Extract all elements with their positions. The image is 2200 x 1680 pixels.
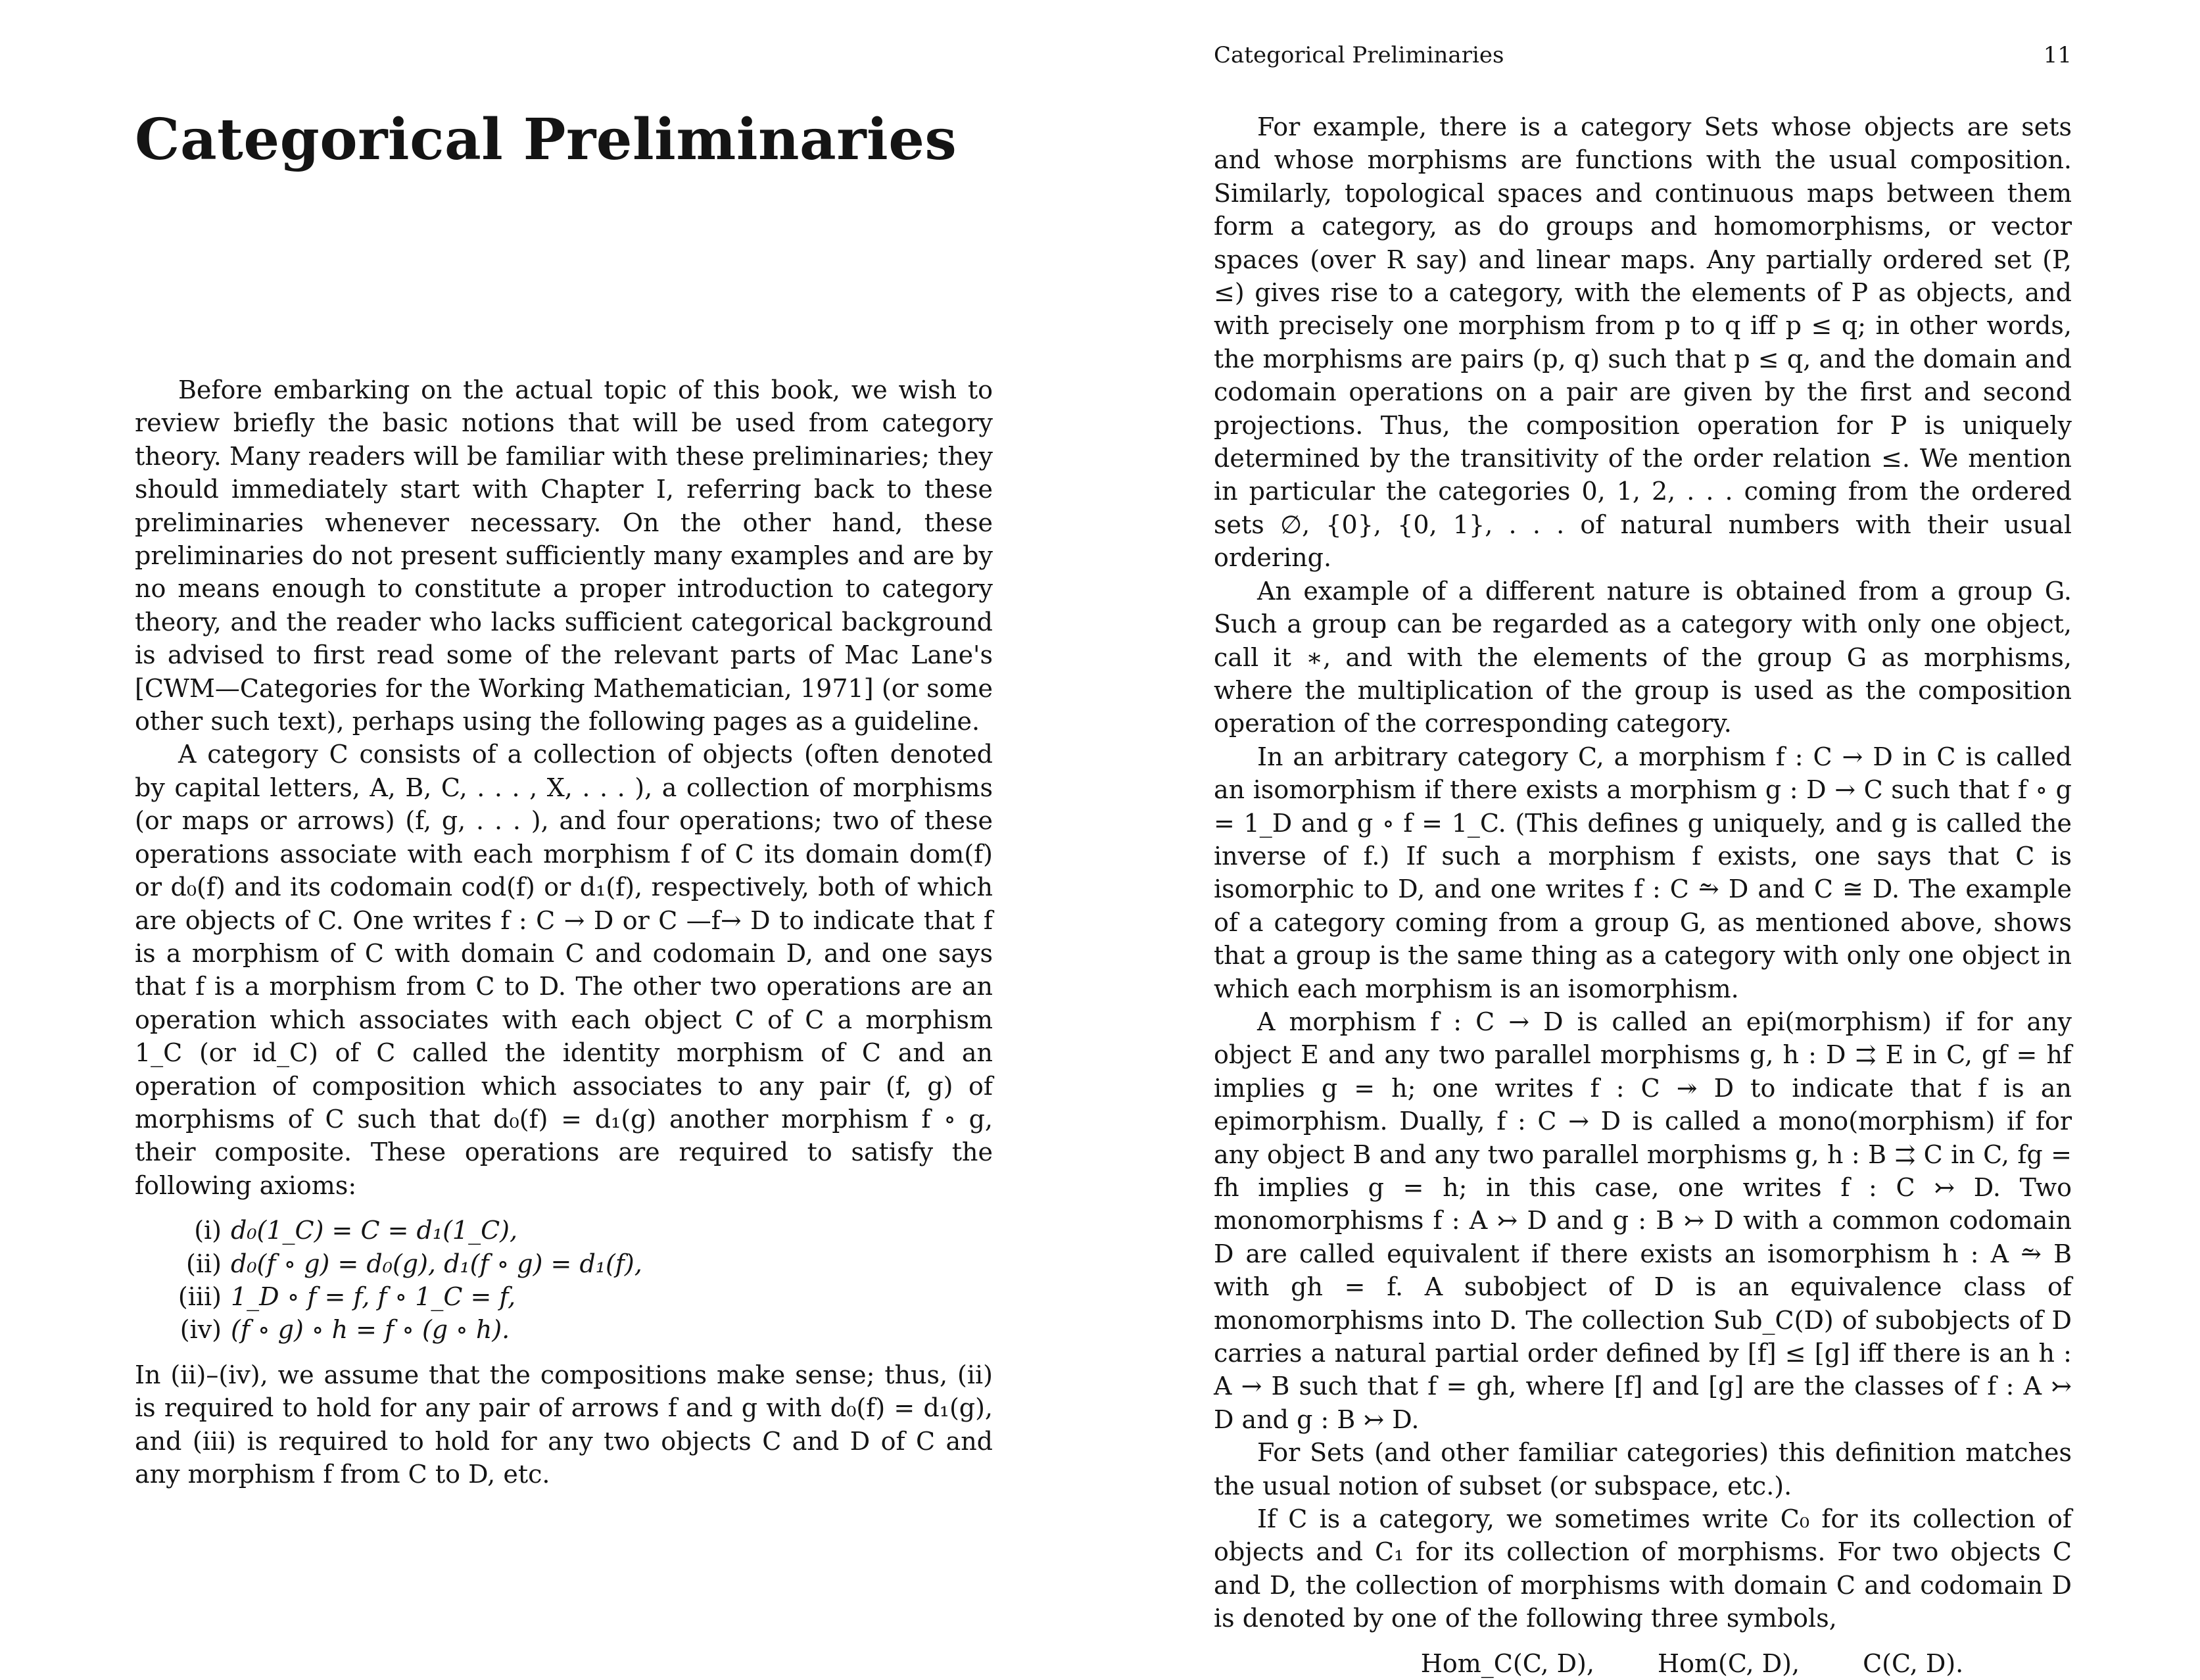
- right-body-text: [1214, 110, 2072, 1680]
- hom-notation: Hom(C, D),: [1657, 1648, 1800, 1678]
- axiom-item: [169, 1247, 993, 1280]
- isomorphism-paragraph: In an arbitrary category C, a morphism f : C → D in C is called an isomorphism if there exists a morphism g : D → C such that f ∘ g = 1_D and g ∘ f = 1_C. (This defines g uniquely, and g is called the inverse of f.) If such a morphism f exists, one says that C is isomorphic to D, and one writes f : C ⥲ D and C ≅ D. The example of a category coming from a group G, as mentioned above, shows that a group is the same thing as a category with only one object in which each morphism is an isomorphism.: [1214, 742, 2072, 1003]
- left-body-text: [135, 373, 993, 1491]
- closing-paragraph: In (ii)–(iv), we assume that the compositions make sense; thus, (ii) is required to hold for any pair of arrows f and g with d₀(f) = d₁(g), and (iii) is required to hold for any two objects C and D of C and any morphism f from C to D, etc.: [135, 1360, 993, 1489]
- axiom-list: [169, 1214, 993, 1347]
- intro-paragraph: Before embarking on the actual topic of this book, we wish to review briefly the basic notions that will be used from category theory. Many readers will be familiar with these preliminaries; they should immediately start with Chapter I, referring back to these preliminaries whenever necessary. On the other hand, these preliminaries do not present sufficiently many examples and are by no means enough to constitute a proper introduction to category theory, and the reader who lacks sufficient categorical background is advised to first read some of the relevant parts of Mac Lane's [CWM—Categories for the Working Mathematician, 1971] (or some other such text), perhaps using the following pages as a guideline.: [135, 375, 993, 736]
- hom-notation: Hom_C(C, D),: [1420, 1648, 1594, 1678]
- examples-paragraph: For example, there is a category Sets whose objects are sets and whose morphisms are functions with the usual composition. Similarly, topological spaces and continuous maps between them form a category, as do groups and homomorphisms, or vector spaces (over R say) and linear maps. Any partially ordered set (P, ≤) gives rise to a category, with the elements of P as objects, and with precisely one morphism from p to q iff p ≤ q; in other words, the morphisms are pairs (p, q) such that p ≤ q, and the domain and codomain operations on a pair are given by the first and second projections. Thus, the composition operation for P is uniquely determined by the transitivity of the order relation ≤. We mention in particular the categories 0, 1, 2, . . . coming from the ordered sets ∅, {0}, {0, 1}, . . . of natural numbers with their usual ordering.: [1214, 112, 2072, 573]
- axiom-item: [169, 1313, 993, 1346]
- axiom-formula: d₀(1_C) = C = d₁(1_C),: [231, 1216, 518, 1245]
- running-head: Categorical Preliminaries: [1214, 42, 1504, 68]
- left-page: [0, 0, 1100, 1589]
- axiom-label: (iv): [179, 1315, 222, 1345]
- axiom-label: (i): [194, 1216, 222, 1245]
- axiom-label: (iii): [178, 1282, 222, 1311]
- hom-notation: C(C, D).: [1863, 1648, 1964, 1678]
- axiom-item: [169, 1280, 993, 1313]
- right-page: [1100, 0, 2200, 1678]
- axiom-formula: 1_D ∘ f = f, f ∘ 1_C = f,: [231, 1282, 516, 1311]
- axiom-formula: (f ∘ g) ∘ h = f ∘ (g ∘ h).: [231, 1315, 510, 1345]
- axiom-formula: d₀(f ∘ g) = d₀(g), d₁(f ∘ g) = d₁(f),: [231, 1249, 642, 1278]
- chapter-title: Categorical Preliminaries: [135, 107, 957, 173]
- epi-mono-paragraph: A morphism f : C → D is called an epi(morphism) if for any object E and any two parallel morphisms g, h : D ⇉ E in C, gf = hf implies g = h; one writes f : C ↠ D to indicate that f is an epimorphism. Dually, f : C → D is called a mono(morphism) if for any object B and any two parallel morphisms g, h : B ⇉ C in C, fg = fh implies g = h; in this case, one writes f : C ↣ D. Two monomorphisms f : A ↣ D and g : B ↣ D with a common codomain D are called equivalent if there exists an isomorphism h : A ⥲ B with gh = f. A subobject of D is an equivalence class of monomorphisms into D. The collection Sub_C(D) of subobjects of D carries a natural partial order defined by [f] ≤ [g] iff there is an h : A → B such that f = gh, where [f] and [g] are the classes of f : A ↣ D and g : B ↣ D.: [1214, 1007, 2072, 1434]
- hom-collection-paragraph: If C is a category, we sometimes write C₀ for its collection of objects and C₁ for its collection of morphisms. For two objects C and D, the collection of morphisms with domain C and codomain D is denoted by one of the following three symbols,: [1214, 1504, 2072, 1633]
- page-number: 11: [2043, 42, 2072, 68]
- group-example-paragraph: An example of a different nature is obtained from a group G. Such a group can be regarded as a category with only one object, call it ∗, and with the elements of the group G as morphisms, where the multiplication of the group is used as the composition operation of the corresponding category.: [1214, 576, 2072, 738]
- hom-notation-row: [1214, 1647, 2072, 1680]
- axiom-item: [169, 1214, 993, 1247]
- category-definition-paragraph: A category C consists of a collection of objects (often denoted by capital letters, A, B, C, . . . , X, . . . ), a collection of morphisms (or maps or arrows) (f, g, . . . ), and four operations; two of these operations associate with each morphism f of C its domain dom(f) or d₀(f) and its codomain cod(f) or d₁(f), respectively, both of which are objects of C. One writes f : C → D or C —f→ D to indicate that f is a morphism of C with domain C and codomain D, and one says that f is a morphism from C to D. The other two operations are an operation which associates with each object C of C a morphism 1_C (or id_C) of C called the identity morphism of C and an operation of composition which associates to any pair (f, g) of morphisms of C such that d₀(f) = d₁(g) another morphism f ∘ g, their composite. These operations are required to satisfy the following axioms:: [135, 740, 993, 1200]
- sets-subset-paragraph: For Sets (and other familiar categories) this definition matches the usual notion of subset (or subspace, etc.).: [1214, 1438, 2072, 1500]
- axiom-label: (ii): [186, 1249, 222, 1278]
